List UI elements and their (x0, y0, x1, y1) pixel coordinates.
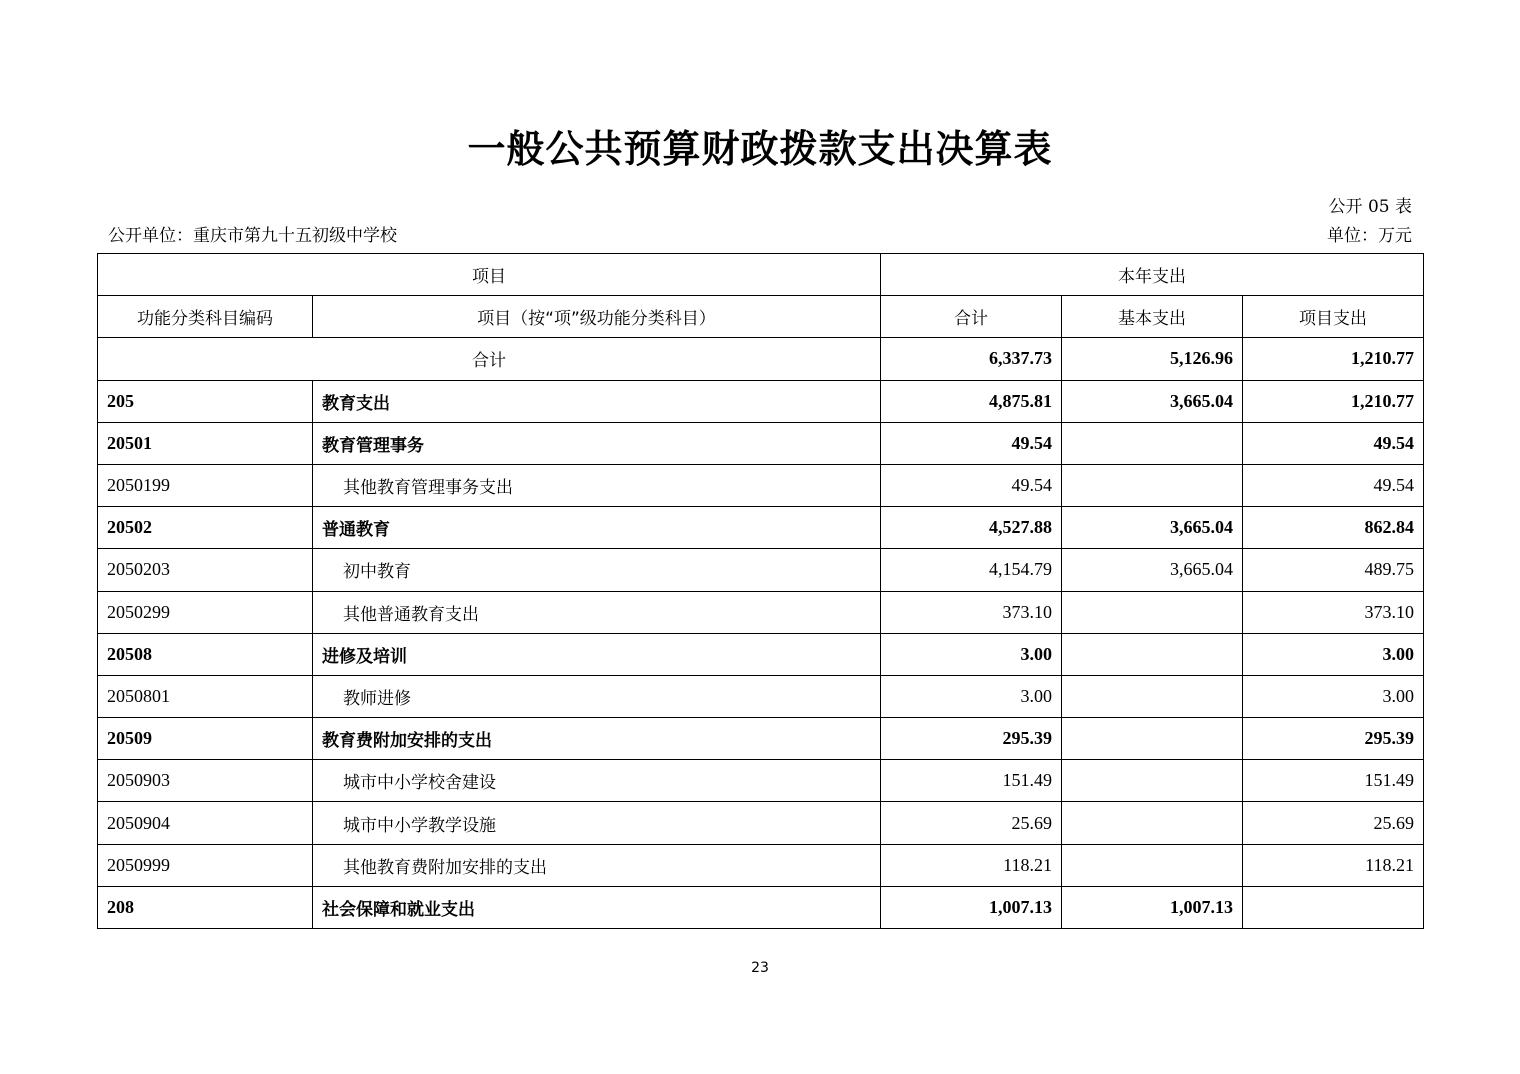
row-code: 2050999 (98, 844, 313, 886)
row-name: 其他教育管理事务支出 (313, 464, 881, 506)
header-total: 合计 (881, 296, 1062, 338)
row-name: 进修及培训 (313, 633, 881, 675)
row-name: 其他教育费附加安排的支出 (313, 844, 881, 886)
expenditure-table (97, 253, 1424, 929)
row-basic: 3,665.04 (1062, 380, 1243, 422)
row-code: 2050299 (98, 591, 313, 633)
row-code: 2050203 (98, 549, 313, 591)
publishing-unit: 公开单位：重庆市第九十五初级中学校 (108, 226, 397, 246)
row-code: 2050801 (98, 675, 313, 717)
row-project: 489.75 (1243, 549, 1424, 591)
row-total: 3.00 (881, 675, 1062, 717)
table-row (98, 675, 1424, 717)
header-basic: 基本支出 (1062, 296, 1243, 338)
row-basic: 3,665.04 (1062, 507, 1243, 549)
row-name: 城市中小学教学设施 (313, 802, 881, 844)
row-name: 教育费附加安排的支出 (313, 718, 881, 760)
table-number: 公开 05 表 (1328, 197, 1412, 217)
total-row (98, 338, 1424, 380)
row-name: 社会保障和就业支出 (313, 886, 881, 928)
row-name: 城市中小学校舍建设 (313, 760, 881, 802)
header-project: 项目支出 (1243, 296, 1424, 338)
row-total: 151.49 (881, 760, 1062, 802)
row-total: 4,154.79 (881, 549, 1062, 591)
row-code: 20508 (98, 633, 313, 675)
row-code: 205 (98, 380, 313, 422)
table-row (98, 802, 1424, 844)
row-project: 49.54 (1243, 422, 1424, 464)
table-row (98, 591, 1424, 633)
page-title: 一般公共预算财政拨款支出决算表 (467, 127, 1053, 171)
row-project: 25.69 (1243, 802, 1424, 844)
row-name: 教师进修 (313, 675, 881, 717)
header-row-2 (98, 296, 1424, 338)
table-row (98, 549, 1424, 591)
row-basic (1062, 675, 1243, 717)
total-project: 1,210.77 (1243, 338, 1424, 380)
header-row-1 (98, 254, 1424, 296)
currency-unit: 单位：万元 (1327, 226, 1412, 246)
header-item-detail: 项目（按“项”级功能分类科目） (313, 296, 881, 338)
table-row (98, 844, 1424, 886)
row-total: 1,007.13 (881, 886, 1062, 928)
row-basic (1062, 718, 1243, 760)
table-row (98, 718, 1424, 760)
row-code: 2050904 (98, 802, 313, 844)
row-code: 20501 (98, 422, 313, 464)
table-row (98, 507, 1424, 549)
table-row (98, 760, 1424, 802)
row-total: 4,875.81 (881, 380, 1062, 422)
row-project: 151.49 (1243, 760, 1424, 802)
row-name: 初中教育 (313, 549, 881, 591)
total-basic: 5,126.96 (1062, 338, 1243, 380)
row-basic (1062, 802, 1243, 844)
row-code: 208 (98, 886, 313, 928)
row-code: 2050199 (98, 464, 313, 506)
row-basic (1062, 464, 1243, 506)
row-total: 3.00 (881, 633, 1062, 675)
table-row (98, 633, 1424, 675)
header-current-year: 本年支出 (881, 254, 1424, 296)
row-total: 4,527.88 (881, 507, 1062, 549)
row-project: 373.10 (1243, 591, 1424, 633)
row-project: 118.21 (1243, 844, 1424, 886)
row-total: 118.21 (881, 844, 1062, 886)
header-code: 功能分类科目编码 (98, 296, 313, 338)
header-item: 项目 (98, 254, 881, 296)
row-basic (1062, 591, 1243, 633)
total-amount: 6,337.73 (881, 338, 1062, 380)
row-name: 教育支出 (313, 380, 881, 422)
table-row (98, 464, 1424, 506)
row-name: 教育管理事务 (313, 422, 881, 464)
row-basic: 3,665.04 (1062, 549, 1243, 591)
row-project: 3.00 (1243, 675, 1424, 717)
row-project (1243, 886, 1424, 928)
row-project: 1,210.77 (1243, 380, 1424, 422)
row-project: 3.00 (1243, 633, 1424, 675)
row-basic (1062, 633, 1243, 675)
total-label: 合计 (98, 338, 881, 380)
table-row (98, 422, 1424, 464)
row-basic (1062, 422, 1243, 464)
page-number: 23 (751, 960, 769, 976)
row-code: 20502 (98, 507, 313, 549)
table-row (98, 380, 1424, 422)
row-total: 49.54 (881, 464, 1062, 506)
row-basic (1062, 760, 1243, 802)
row-total: 295.39 (881, 718, 1062, 760)
row-total: 373.10 (881, 591, 1062, 633)
row-name: 其他普通教育支出 (313, 591, 881, 633)
row-project: 49.54 (1243, 464, 1424, 506)
row-total: 49.54 (881, 422, 1062, 464)
row-total: 25.69 (881, 802, 1062, 844)
row-code: 2050903 (98, 760, 313, 802)
table-row (98, 886, 1424, 928)
row-code: 20509 (98, 718, 313, 760)
row-project: 862.84 (1243, 507, 1424, 549)
row-basic: 1,007.13 (1062, 886, 1243, 928)
row-name: 普通教育 (313, 507, 881, 549)
row-basic (1062, 844, 1243, 886)
row-project: 295.39 (1243, 718, 1424, 760)
